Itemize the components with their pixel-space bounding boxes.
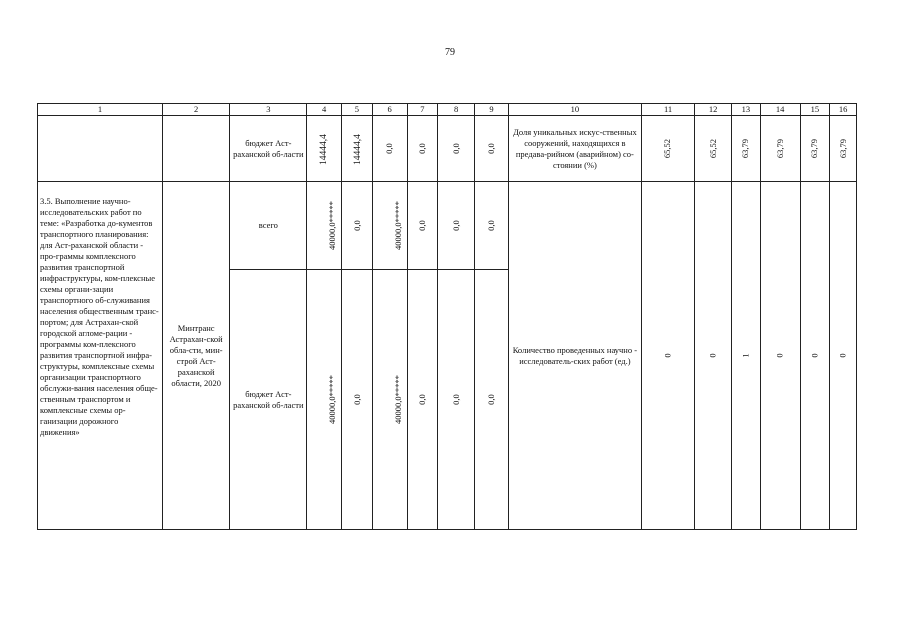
budget-c5: 0,0 — [351, 394, 362, 405]
empty-title-cell — [38, 116, 163, 182]
value-c12-cell — [695, 116, 732, 182]
col-num-13: 13 — [732, 104, 761, 116]
value-c11: 65,52 — [662, 138, 673, 159]
budget-c6: 40000,0***** — [392, 375, 403, 424]
value-c13: 63,79 — [740, 138, 751, 159]
col-num-14: 14 — [760, 104, 800, 116]
continuation-row — [38, 116, 857, 182]
c11-3-5: 0 — [662, 353, 673, 358]
value-c13-cell — [732, 116, 761, 182]
col-num-6: 6 — [372, 104, 407, 116]
col-num-5: 5 — [342, 104, 373, 116]
empty-executor-cell — [162, 116, 230, 182]
value-c14-cell — [760, 116, 800, 182]
budget-c4-cell — [307, 270, 342, 530]
col-num-8: 8 — [438, 104, 475, 116]
value-c7-cell — [407, 116, 438, 182]
value-c8: 0,0 — [450, 143, 461, 154]
col-num-16: 16 — [830, 104, 857, 116]
value-c4-cell — [307, 116, 342, 182]
col-num-15: 15 — [800, 104, 830, 116]
indicator-cell: Доля уникальных искус-ственных сооружений, находящихся в предава-рийном (аварийном) со-стоянии (%) — [508, 116, 641, 182]
total-c8: 0,0 — [450, 220, 461, 231]
total-label: всего — [230, 182, 307, 270]
col-num-11: 11 — [641, 104, 694, 116]
budget-c8-cell — [438, 270, 475, 530]
total-c4: 40000,0***** — [327, 201, 338, 250]
col-num-10: 10 — [508, 104, 641, 116]
value-c5: 14444,4 — [352, 133, 363, 165]
total-c9-cell — [475, 182, 509, 270]
budget-c8: 0,0 — [450, 394, 461, 405]
value-c4: 14444,4 — [318, 133, 329, 165]
activity-title: 3.5. Выполнение научно-исследовательских работ по теме: «Разработка до-кументов транспортного планирования: для Аст-раханской области - про-граммы комплексного развития транспортной инфраструктуры, ком-плексные схемы органи-зации транспортного об-служивания населения общественным транс-портом; для Астрахан-ской городской агломе-рации - программы ком-плексного развития транспортной инфра-структуры, комплексные схемы организации транспортного обслужи-вания населения обще-ственным транспортом и комплексные схемы ор-ганизации дорожного движения» — [38, 182, 163, 530]
c16-cell-3-5 — [830, 182, 857, 530]
value-c11-cell — [641, 116, 694, 182]
column-number-row — [38, 104, 857, 116]
total-c4-cell — [307, 182, 342, 270]
indicator-cell-3-5: Количество проведенных научно - исследователь-ских работ (ед.) — [508, 182, 641, 530]
col-num-12: 12 — [695, 104, 732, 116]
total-c8-cell — [438, 182, 475, 270]
funding-source-cell: бюджет Аст-раханской об-ласти — [230, 116, 307, 182]
value-c6-cell — [372, 116, 407, 182]
value-c15: 63,79 — [809, 138, 820, 159]
budget-c5-cell — [342, 270, 373, 530]
budget-c7: 0,0 — [416, 394, 427, 405]
col-num-1: 1 — [38, 104, 163, 116]
total-c6: 40000,0***** — [392, 201, 403, 250]
value-c16-cell — [830, 116, 857, 182]
budget-c4: 40000,0***** — [327, 375, 338, 424]
value-c9: 0,0 — [485, 143, 496, 154]
col-num-3: 3 — [230, 104, 307, 116]
value-c9-cell — [475, 116, 509, 182]
c15-cell-3-5 — [800, 182, 830, 530]
total-c5-cell — [342, 182, 373, 270]
value-c6: 0,0 — [384, 143, 395, 154]
value-c7: 0,0 — [416, 143, 427, 154]
c16-3-5: 0 — [837, 353, 848, 358]
col-num-7: 7 — [407, 104, 438, 116]
value-c12: 65,52 — [707, 138, 718, 159]
c14-cell-3-5 — [760, 182, 800, 530]
col-num-4: 4 — [307, 104, 342, 116]
c13-3-5: 1 — [740, 353, 751, 358]
total-c9: 0,0 — [485, 220, 496, 231]
page-number: 79 — [445, 47, 455, 58]
total-c7-cell — [407, 182, 438, 270]
budget-label: бюджет Аст-раханской об-ласти — [230, 270, 307, 530]
c14-3-5: 0 — [774, 353, 785, 358]
col-num-2: 2 — [162, 104, 230, 116]
value-c8-cell — [438, 116, 475, 182]
total-c6-cell — [372, 182, 407, 270]
value-c15-cell — [800, 116, 830, 182]
c15-3-5: 0 — [809, 353, 820, 358]
total-c5: 0,0 — [351, 220, 362, 231]
budget-c9: 0,0 — [485, 394, 496, 405]
col-num-9: 9 — [475, 104, 509, 116]
program-table — [37, 103, 857, 530]
c13-cell-3-5 — [732, 182, 761, 530]
c12-cell-3-5 — [695, 182, 732, 530]
executor-cell: Минтранс Астрахан-ской обла-сти, мин-строй Аст-раханской области, 2020 — [162, 182, 230, 530]
value-c5-cell — [342, 116, 373, 182]
row-3-5-total — [38, 182, 857, 270]
c12-3-5: 0 — [707, 353, 718, 358]
budget-c9-cell — [475, 270, 509, 530]
value-c14: 63,79 — [774, 138, 785, 159]
budget-c6-cell — [372, 270, 407, 530]
budget-c7-cell — [407, 270, 438, 530]
total-c7: 0,0 — [416, 220, 427, 231]
c11-cell-3-5 — [641, 182, 694, 530]
value-c16: 63,79 — [837, 138, 848, 159]
